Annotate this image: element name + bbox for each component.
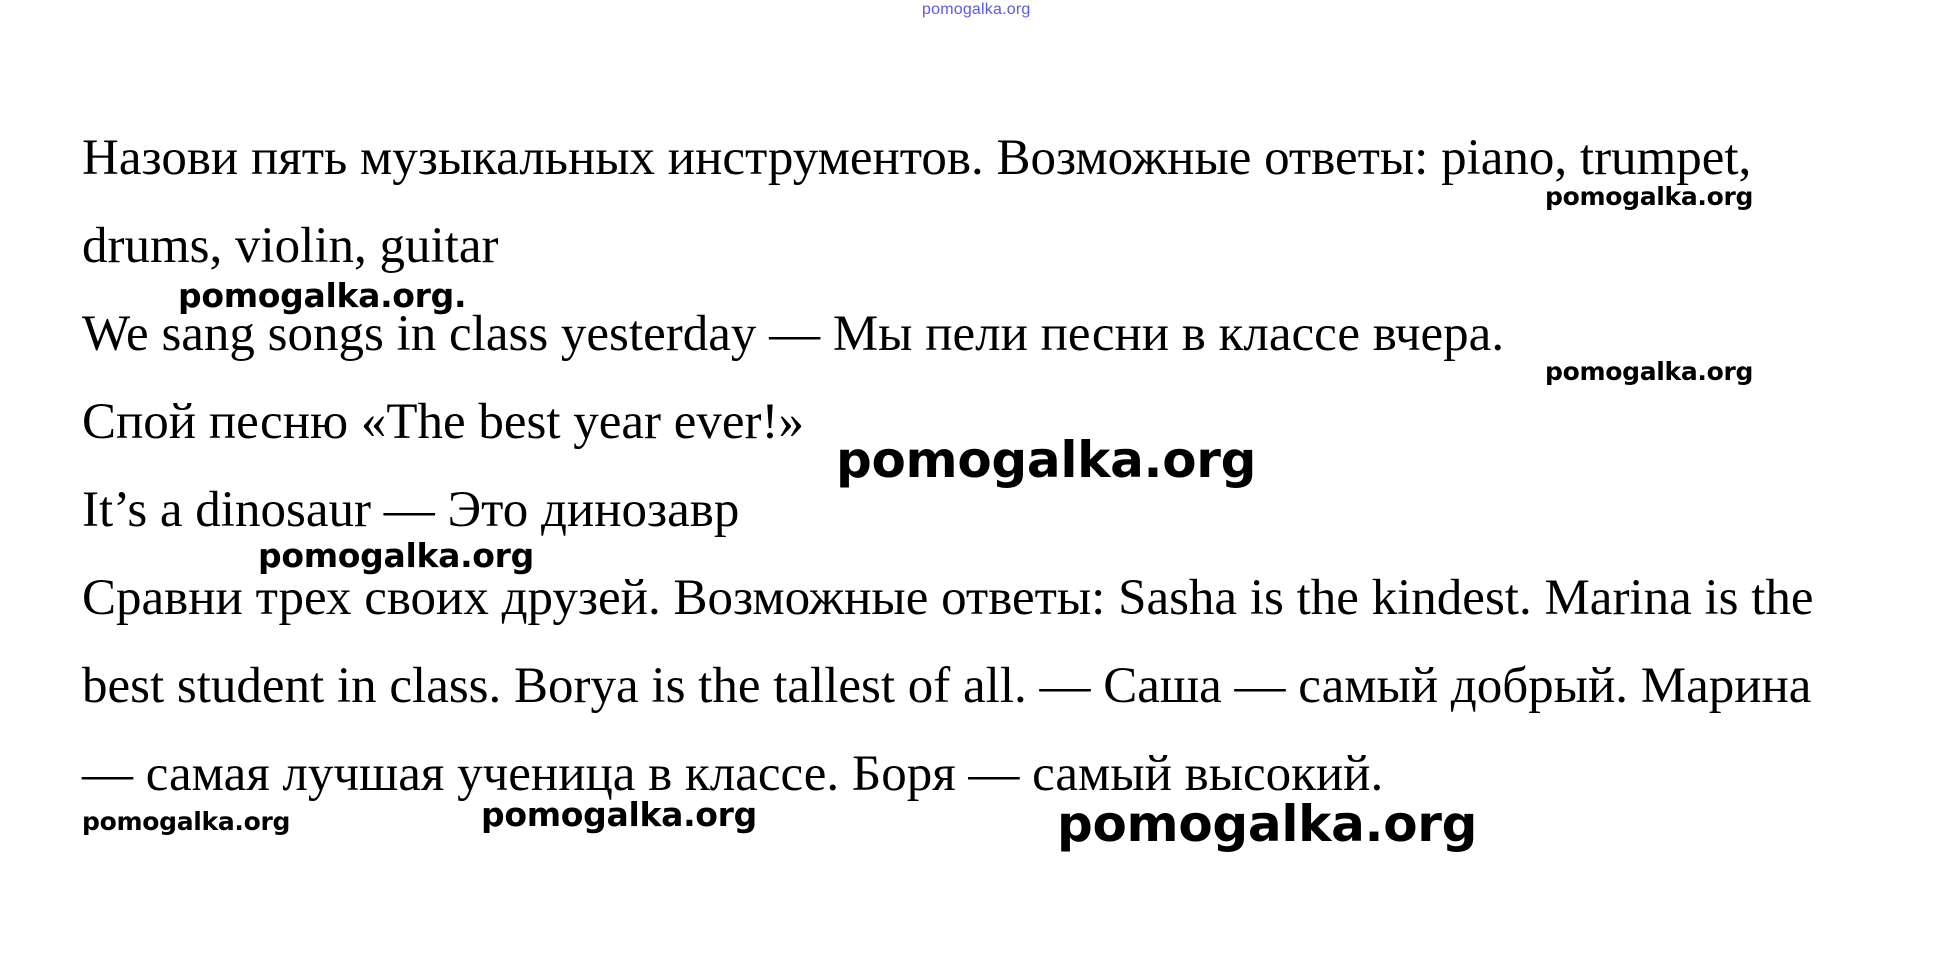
- watermark: pomogalka.org: [1545, 357, 1754, 386]
- site-link[interactable]: pomogalka.org: [922, 1, 1031, 18]
- paragraph-sing: Спой песню «The best year ever!»: [82, 394, 805, 450]
- paragraph-friends: Сравни трех своих друзей. Возможные ответы: Sasha is the kindest. Marina is the best student in class. Borya is the tallest of all. — Саша — самый добрый. Марина — самая лучшая ученица в классе. Боря — самый высокий.: [82, 570, 1814, 802]
- watermark: pomogalka.org.: [178, 276, 467, 315]
- watermark: pomogalka.org: [258, 536, 534, 575]
- watermark: pomogalka.org: [1545, 182, 1754, 211]
- watermark: pomogalka.org: [82, 807, 291, 836]
- paragraph-dinosaur: It’s a dinosaur — Это динозавр: [82, 482, 740, 538]
- watermark: pomogalka.org: [1057, 795, 1478, 853]
- paragraph-songs: We sang songs in class yesterday — Мы пели песни в классе вчера.: [82, 306, 1505, 362]
- paragraph-instruments: Назови пять музыкальных инструментов. Возможные ответы: piano, trumpet, drums, violin, guitar: [82, 130, 1752, 274]
- watermark: pomogalka.org: [481, 795, 757, 834]
- watermark: pomogalka.org: [836, 431, 1257, 489]
